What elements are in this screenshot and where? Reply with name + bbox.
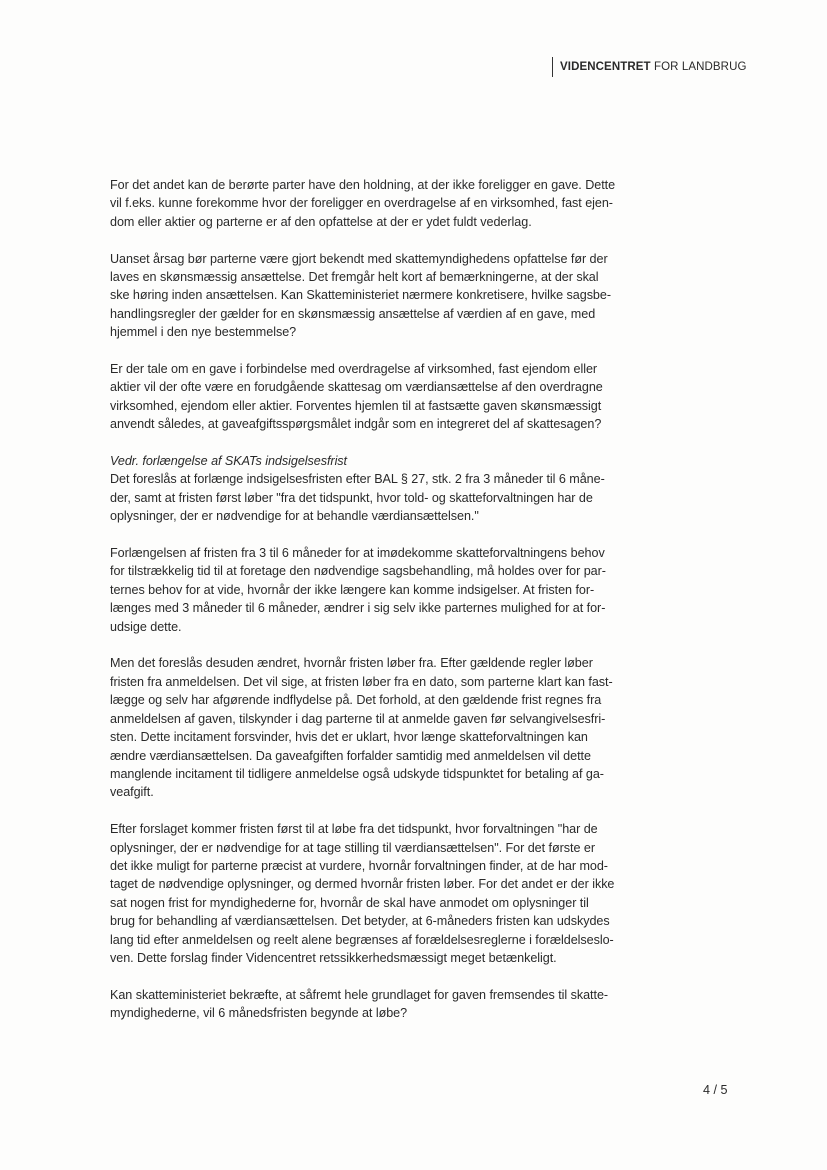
paragraph-line: For det andet kan de berørte parter have den holdning, at der ikke foreligger en gave. Dette — [110, 178, 616, 192]
paragraph-line: Er der tale om en gave i forbindelse med overdragelse af virksomhed, fast ejendom eller — [110, 362, 598, 377]
header-org-name: VIDENCENTRET — [560, 61, 651, 73]
header-org-suffix: FOR LANDBRUG — [653, 61, 747, 73]
paragraph-line: ternes behov for at vide, hvornår der ikke længere kan komme indsigelser. At fristen for- — [110, 582, 595, 597]
paragraph-line: oplysninger, der er nødvendige for at tage stilling til værdiansættelsen". For det første er — [110, 840, 595, 855]
paragraph-line: lægge og selv har afgørende indflydelse på. Det forhold, at den gældende frist regnes fra — [110, 693, 602, 708]
paragraph-line: Uanset årsag bør parterne være gjort bekendt med skattemyndighedens opfattelse før der — [110, 251, 608, 266]
paragraph-line: længes med 3 måneder til 6 måneder, ændrer i sig selv ikke parternes mulighed for at for- — [110, 601, 606, 616]
paragraph-line: aktier vil der ofte være en forudgående skattesag om værdiansættelse af den overdragne — [110, 380, 603, 395]
paragraph-line: Forlængelsen af fristen fra 3 til 6 måneder for at imødekomme skatteforvaltningens behov — [110, 546, 605, 561]
paragraph — [110, 544, 670, 636]
paragraph-line: ændre værdiansættelsen. Da gaveafgiften forfalder samtidig med anmeldelsen vil dette — [110, 748, 591, 763]
paragraph — [110, 654, 670, 801]
organization-header — [552, 57, 747, 77]
paragraph-line: sat nogen frist for myndighederne for, hvornår de skal have anmodet om oplysninger til — [110, 895, 589, 910]
paragraph-line: ske høring inden ansættelsen. Kan Skatteministeriet nærmere konkretisere, hvilke sagsbe- — [110, 288, 611, 303]
paragraph — [110, 820, 670, 967]
paragraph-line: fristen fra anmeldelsen. Det vil sige, at fristen løber fra en dato, som parterne klart kan fast- — [110, 674, 613, 689]
paragraph-line: hjemmel i den nye bestemmelse? — [110, 325, 297, 340]
paragraph-line: myndighederne, vil 6 månedsfristen begynde at løbe? — [110, 1006, 408, 1021]
paragraph-line: Men det foreslås desuden ændret, hvornår fristen løber fra. Efter gældende regler løber — [110, 656, 593, 671]
paragraph-line: sten. Dette incitament forsvinder, hvis det er uklart, hvor længe skatteforvaltningen kan — [110, 730, 588, 745]
paragraph — [110, 250, 670, 342]
paragraph-line: laves en skønsmæssig ansættelse. Det fremgår helt kort af bemærkningerne, at der skal — [110, 270, 599, 285]
paragraph-line: lang tid efter anmeldelsen og reelt alene begrænses af forældelsesreglerne i forældelseslo- — [110, 932, 614, 947]
paragraph-line: handlingsregler der gælder for en skønsmæssig ansættelse af værdien af en gave, med — [110, 306, 596, 321]
paragraph-line: anvendt således, at gaveafgiftsspørgsmålet indgår som en integreret del af skattesagen? — [110, 417, 602, 432]
paragraph-line: vil f.eks. kunne forekomme hvor der foreligger en overdragelse af en virksomhed, fast ejen- — [110, 196, 613, 211]
paragraph — [110, 360, 670, 434]
paragraph — [110, 452, 670, 526]
paragraph-line: der, samt at fristen først løber "fra det tidspunkt, hvor told- og skatteforvaltningen har de — [110, 490, 593, 505]
document-body — [110, 176, 670, 1041]
paragraph-line: taget de nødvendige oplysninger, og dermed hvornår fristen løber. For det andet er der ikke — [110, 877, 615, 892]
paragraph-line: for tilstrækkelig tid til at foretage den nødvendige sagsbehandling, må holdes over for par- — [110, 564, 606, 579]
paragraph-line: Efter forslaget kommer fristen først til at løbe fra det tidspunkt, hvor forvaltningen "har de — [110, 822, 598, 837]
paragraph-line: brug for behandling af værdiansættelsen. Det betyder, at 6-måneders fristen kan udskydes — [110, 914, 610, 929]
paragraph-line: oplysninger, der er nødvendige for at behandle værdiansættelsen." — [110, 509, 479, 524]
paragraph-line: Det foreslås at forlænge indsigelsesfristen efter BAL § 27, stk. 2 fra 3 måneder til 6 måne- — [110, 472, 605, 487]
paragraph — [110, 176, 670, 231]
paragraph-line: virksomhed, ejendom eller aktier. Forventes hjemlen til at fastsætte gaven skønsmæssigt — [110, 398, 602, 413]
paragraph-line: ven. Dette forslag finder Videncentret retssikkerhedsmæssigt meget betænkeligt. — [110, 950, 557, 965]
paragraph-line: veafgift. — [110, 785, 154, 800]
page-number: 4 / 5 — [703, 1083, 728, 1097]
paragraph-line: anmeldelsen af gaven, tilskynder i dag parterne til at anmelde gaven før selvangivelsesfri- — [110, 711, 606, 726]
paragraph-line: det ikke muligt for parterne præcist at vurdere, hvornår forvaltningen finder, at de har mod- — [110, 858, 608, 873]
paragraph-line: manglende incitament til tidligere anmeldelse også udskyde tidspunktet for betaling af ga- — [110, 766, 604, 781]
section-heading: Vedr. forlængelse af SKATs indsigelsesfrist — [110, 454, 348, 469]
paragraph-line: udsige dette. — [110, 619, 182, 634]
paragraph-line: Kan skatteministeriet bekræfte, at såfremt hele grundlaget for gaven fremsendes til skatte- — [110, 987, 609, 1002]
paragraph-line: dom eller aktier og parterne er af den opfattelse at der er ydet fuldt vederlag. — [110, 214, 532, 229]
paragraph — [110, 986, 670, 1023]
